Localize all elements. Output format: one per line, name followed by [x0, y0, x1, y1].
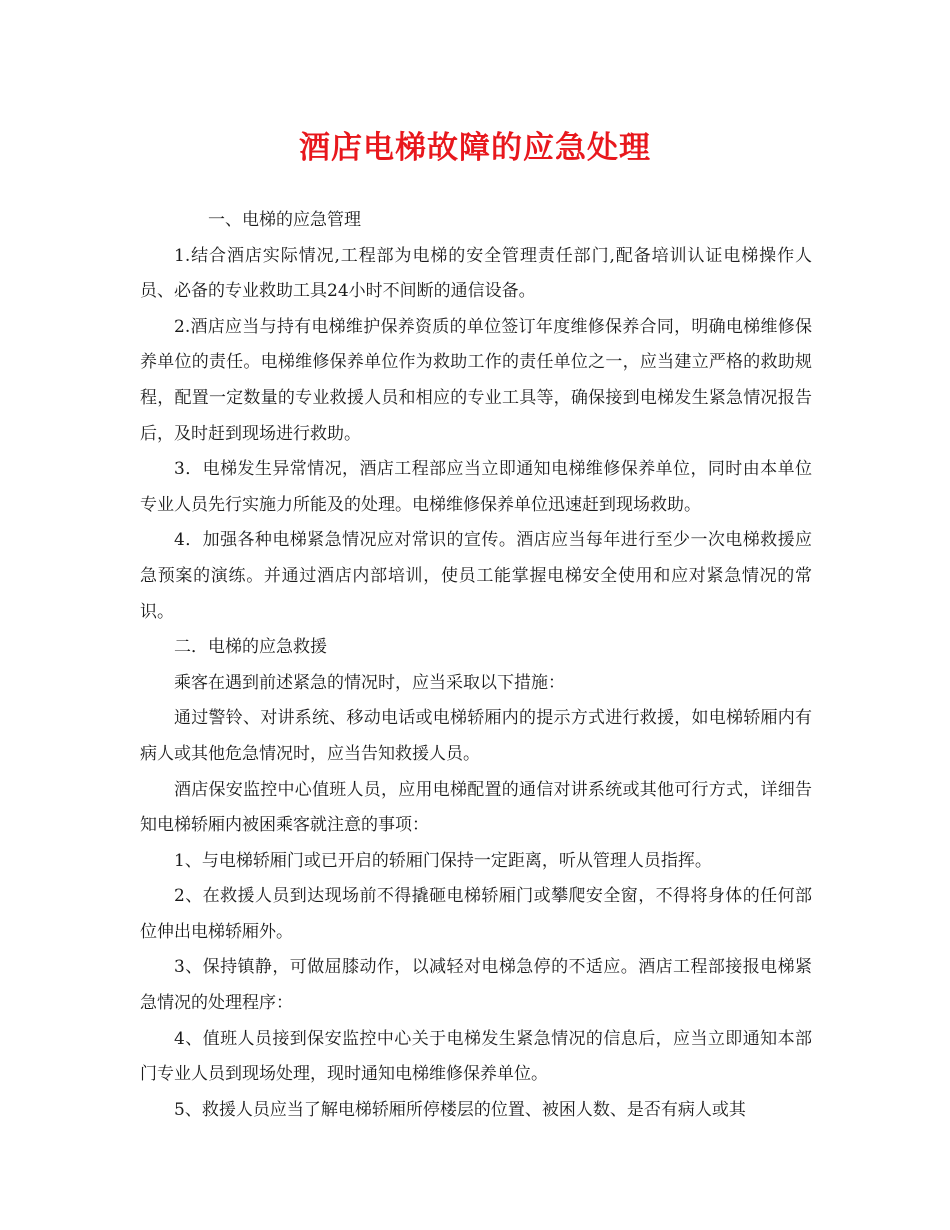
paragraph: 1.结合酒店实际情况,工程部为电梯的安全管理责任部门,配备培训认证电梯操作人员、必备的专业救助工具24小时不间断的通信设备。 — [140, 245, 812, 302]
paragraph: 4．加强各种电梯紧急情况应对常识的宣传。酒店应当每年进行至少一次电梯救援应急预案的演练。并通过酒店内部培训，使员工能掌握电梯安全使用和应对紧急情况的常识。 — [140, 530, 812, 622]
section-heading: 二．电梯的应急救援 — [174, 637, 327, 658]
paragraph: 乘客在遇到前述紧急的情况时，应当采取以下措施： — [174, 672, 565, 693]
paragraph: 3．电梯发生异常情况，酒店工程部应当立即通知电梯维修保养单位，同时由本单位专业人员先行实施力所能及的处理。电梯维修保养单位迅速赶到现场救助。 — [140, 459, 812, 515]
paragraph: 2.酒店应当与持有电梯维护保养资质的单位签订年度维修保养合同，明确电梯维修保养单位的责任。电梯维修保养单位作为救助工作的责任单位之一，应当建立严格的救助规程，配置一定数量的专业救援人员和相应的专业工具等，确保接到电梯发生紧急情况报告后，及时赶到现场进行救助。 — [140, 316, 812, 444]
document-body — [140, 203, 812, 1128]
paragraph: 2、在救援人员到达现场前不得撬砸电梯轿厢门或攀爬安全窗，不得将身体的任何部位伸出电梯轿厢外。 — [140, 886, 812, 942]
document-title: 酒店电梯故障的应急处理 — [299, 130, 651, 166]
paragraph: 4、值班人员接到保安监控中心关于电梯发生紧急情况的信息后，应当立即通知本部门专业人员到现场处理，现时通知电梯维修保养单位。 — [140, 1028, 812, 1085]
paragraph: 1、与电梯轿厢门或已开启的轿厢门保持一定距离，听从管理人员指挥。 — [174, 850, 712, 871]
paragraph: 通过警铃、对讲系统、移动电话或电梯轿厢内的提示方式进行救援，如电梯轿厢内有病人或其他危急情况时，应当告知救援人员。 — [140, 708, 812, 764]
paragraph: 3、保持镇静，可做屈膝动作，以减轻对电梯急停的不适应。酒店工程部接报电梯紧急情况的处理程序： — [140, 957, 812, 1014]
section-heading: 一、电梯的应急管理 — [208, 210, 361, 230]
paragraph: 酒店保安监控中心值班人员，应用电梯配置的通信对讲系统或其他可行方式，详细告知电梯轿厢内被困乘客就注意的事项： — [140, 779, 812, 836]
paragraph: 5、救援人员应当了解电梯轿厢所停楼层的位置、被困人数、是否有病人或其 — [174, 1099, 746, 1120]
